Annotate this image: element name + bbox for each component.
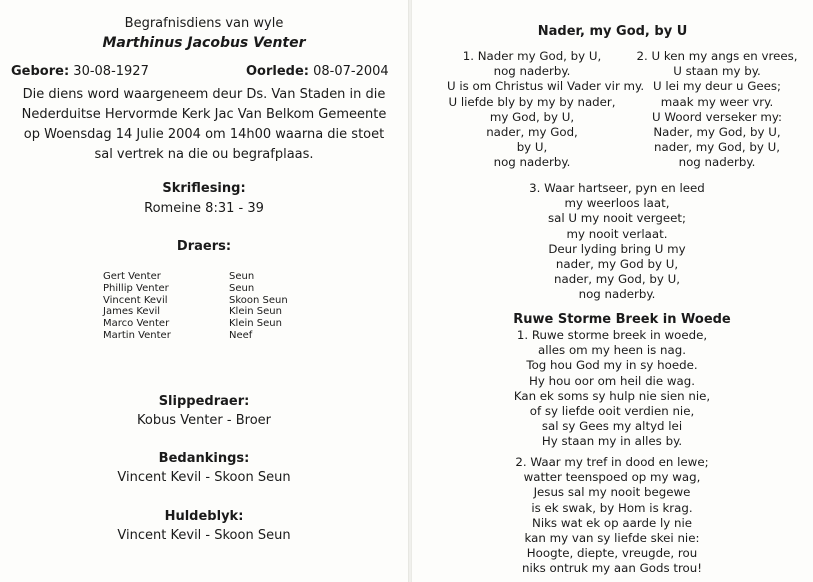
hymn2-verse1: [507, 328, 717, 450]
verse-line: sal U my nooit vergeet;: [547, 211, 687, 226]
description-line: op Woensdag 14 Julie 2004 om 14h00 waarna die stoet: [23, 127, 385, 142]
verse-line: 1. Nader my God, by U,: [462, 49, 602, 63]
verse-line: nog naderby.: [578, 287, 656, 302]
verse-line: nog naderby.: [493, 155, 571, 170]
description-line: sal vertrek na die ou begrafplaas.: [94, 147, 314, 162]
bearers-names: [103, 271, 171, 342]
verse-line: by U,: [516, 140, 548, 155]
bearer-name: Phillip Venter: [103, 282, 169, 294]
bearer-name: James Kevil: [103, 306, 161, 318]
verse-line: U staan my by.: [673, 64, 761, 79]
hymn1-verse3: [517, 181, 717, 303]
scripture-heading: Skriflesing:: [162, 181, 246, 196]
hymn1-verse2: [632, 49, 802, 171]
bearers-heading: Draers:: [176, 239, 232, 254]
died-line: [246, 63, 389, 80]
died-date: 08-07-2004: [313, 64, 389, 79]
service-title: Begrafnisdiens van wyle: [124, 16, 284, 31]
verse-line: niks ontruk my aan Gods trou!: [521, 561, 702, 576]
verse-line: Nader, my God, by U,: [653, 125, 781, 140]
died-label: Oorlede:: [246, 64, 309, 79]
description-line: Die diens word waargeneem deur Ds. Van Staden in die: [22, 87, 386, 102]
tribute-heading: Huldeblyk:: [164, 509, 244, 524]
verse-line: nog naderby.: [493, 64, 571, 79]
bearer-relation: Klein Seun: [229, 318, 282, 330]
verse-line: nader, my God,: [486, 125, 578, 140]
verse-line: 2. Waar my tref in dood en lewe;: [515, 455, 709, 469]
verse-line: kan my van sy liefde skei nie:: [524, 531, 700, 546]
verse-line: Niks wat ek op aarde ly nie: [532, 515, 692, 530]
bearer-relation: Seun: [229, 282, 255, 294]
born-date: 30-08-1927: [73, 64, 149, 79]
born-label: Gebore:: [11, 64, 70, 79]
pall-bearer-text: Kobus Venter - Broer: [136, 413, 272, 428]
verse-line: 3. Waar hartseer, pyn en leed: [529, 181, 705, 195]
verse-line: nog naderby.: [678, 155, 756, 170]
bearer-relation: Seun: [229, 271, 255, 282]
verse-line: of sy liefde ooit verdien nie,: [529, 404, 695, 419]
verse-line: sal sy Gees my altyd lei: [541, 419, 683, 434]
hymn2-title: Ruwe Storme Breek in Woede: [513, 312, 731, 327]
verse-line: my God, by U,: [489, 109, 575, 124]
verse-line: Hoogte, diepte, vreugde, rou: [526, 546, 698, 561]
verse-line: my weerloos laat,: [564, 196, 670, 211]
bearer-name: Gert Venter: [103, 271, 161, 282]
verse-line: is ek swak, by Hom is krag.: [531, 500, 693, 515]
verse-line: 2. U ken my angs en vrees,: [636, 49, 798, 63]
verse-line: Hy staan my in alles by.: [541, 434, 683, 449]
verse-line: U liefde bly by my by nader,: [448, 94, 616, 109]
verse-line: U Woord verseker my:: [651, 109, 783, 124]
pall-bearer-heading: Slippedraer:: [158, 394, 250, 409]
verse-line: Kan ek soms sy hulp nie sien nie,: [513, 388, 711, 403]
thanks-text: Vincent Kevil - Skoon Seun: [117, 470, 291, 485]
verse-line: maak my weer vry.: [660, 94, 774, 109]
verse-line: nader, my God by U,: [555, 257, 679, 272]
thanks-heading: Bedankings:: [158, 451, 250, 466]
hymn2-verse2: [507, 455, 717, 577]
bearer-name: Vincent Kevil: [103, 294, 168, 306]
verse-line: 1. Ruwe storme breek in woede,: [516, 328, 708, 342]
hymn1-verse1: [447, 49, 645, 171]
hymn1-title: Nader, my God, by U: [537, 24, 688, 39]
right-page: [412, 0, 813, 582]
bearer-relation: Neef: [229, 329, 253, 341]
verse-line: Tog hou God my in sy hoede.: [526, 358, 698, 373]
verse-line: nader, my God, by U,: [554, 272, 680, 287]
deceased-name: Marthinus Jacobus Venter: [102, 35, 306, 51]
bearers-relations: [229, 271, 288, 342]
born-line: [11, 63, 149, 80]
scripture-text: Romeine 8:31 - 39: [144, 201, 264, 216]
verse-line: my nooit verlaat.: [566, 226, 668, 241]
verse-line: nader, my God, by U,: [654, 140, 780, 155]
tribute-text: Vincent Kevil - Skoon Seun: [117, 528, 291, 543]
bearer-relation: Skoon Seun: [229, 294, 288, 306]
verse-line: U is om Christus wil Vader vir my.: [447, 79, 645, 94]
bearer-name: Marco Venter: [103, 318, 170, 330]
bearer-name: Martin Venter: [103, 329, 171, 341]
verse-line: Deur lyding bring U my: [548, 241, 686, 256]
verse-line: Hy hou oor om heil die wag.: [529, 373, 695, 388]
verse-line: U lei my deur u Gees;: [653, 79, 781, 94]
verse-line: alles om my heen is nag.: [538, 343, 686, 358]
description-line: Nederduitse Hervormde Kerk Jac Van Belkom Gemeente: [21, 107, 387, 122]
verse-line: Jesus sal my nooit begewe: [533, 485, 691, 500]
service-description: [0, 85, 408, 165]
bearer-relation: Klein Seun: [229, 306, 282, 318]
verse-line: watter teenspoed op my wag,: [523, 470, 701, 485]
